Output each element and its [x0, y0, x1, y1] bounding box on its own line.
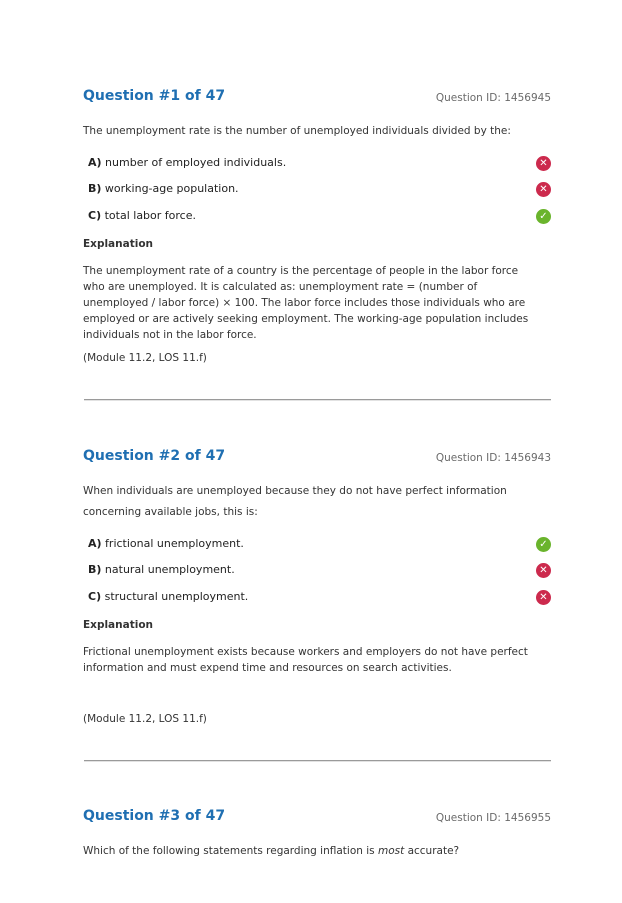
check-icon: ✓	[536, 209, 551, 224]
answer-text: structural unemployment.	[104, 590, 249, 603]
section-divider	[84, 760, 551, 761]
answer-text: frictional unemployment.	[105, 537, 244, 550]
question-text-start: Which of the following statements regarding inflation is	[83, 845, 378, 857]
question-title: Question #1 of 47	[83, 88, 226, 104]
answer-letter: A)	[88, 537, 102, 550]
answer-b[interactable]	[88, 182, 551, 200]
question-id: Question ID: 1456955	[435, 812, 551, 824]
answer-text: working-age population.	[104, 182, 239, 195]
answer-text: natural unemployment.	[104, 563, 235, 576]
question-id: Question ID: 1456943	[435, 452, 551, 464]
question-text-emphasis: most	[377, 845, 405, 857]
explanation-heading: Explanation	[83, 238, 154, 250]
close-icon: ✕	[536, 590, 551, 605]
answer-c[interactable]	[88, 590, 551, 608]
question-text	[83, 841, 551, 862]
close-icon: ✕	[536, 156, 551, 171]
answer-b[interactable]	[88, 563, 551, 581]
answer-text: number of employed individuals.	[105, 156, 287, 169]
answer-a[interactable]	[88, 537, 551, 555]
close-icon: ✕	[536, 182, 551, 197]
answer-letter: B)	[88, 182, 102, 195]
question-text-end: accurate?	[404, 845, 460, 857]
explanation-text: Frictional unemployment exists because workers and employers do not have perfect information and must expend time and resources on search activities.	[83, 646, 528, 674]
answer-letter: C)	[88, 590, 102, 603]
answer-a[interactable]	[88, 156, 551, 174]
answer-c[interactable]	[88, 209, 551, 227]
question-text: When individuals are unemployed because they do not have perfect information concerning available jobs, this is:	[83, 485, 507, 518]
question-title: Question #2 of 47	[83, 448, 226, 464]
explanation-text: The unemployment rate of a country is the percentage of people in the labor force who are unemployed. It is calculated as: unemployment rate = (number of unemployed / labor force) × 100. The labor force includes those individuals who are employed or are actively seeking employment. The working-age population includes individuals not in the labor force.	[83, 265, 529, 341]
answer-text: total labor force.	[104, 209, 196, 222]
module-reference: (Module 11.2, LOS 11.f)	[83, 352, 207, 364]
answer-letter: A)	[88, 156, 102, 169]
answer-letter: C)	[88, 209, 102, 222]
module-reference: (Module 11.2, LOS 11.f)	[83, 713, 207, 725]
check-icon: ✓	[536, 537, 551, 552]
section-divider	[84, 399, 551, 400]
answer-letter: B)	[88, 563, 102, 576]
explanation-heading: Explanation	[83, 619, 154, 631]
question-text: The unemployment rate is the number of unemployed individuals divided by the:	[83, 125, 511, 137]
question-title: Question #3 of 47	[83, 808, 226, 824]
question-id: Question ID: 1456945	[435, 92, 551, 104]
close-icon: ✕	[536, 563, 551, 578]
